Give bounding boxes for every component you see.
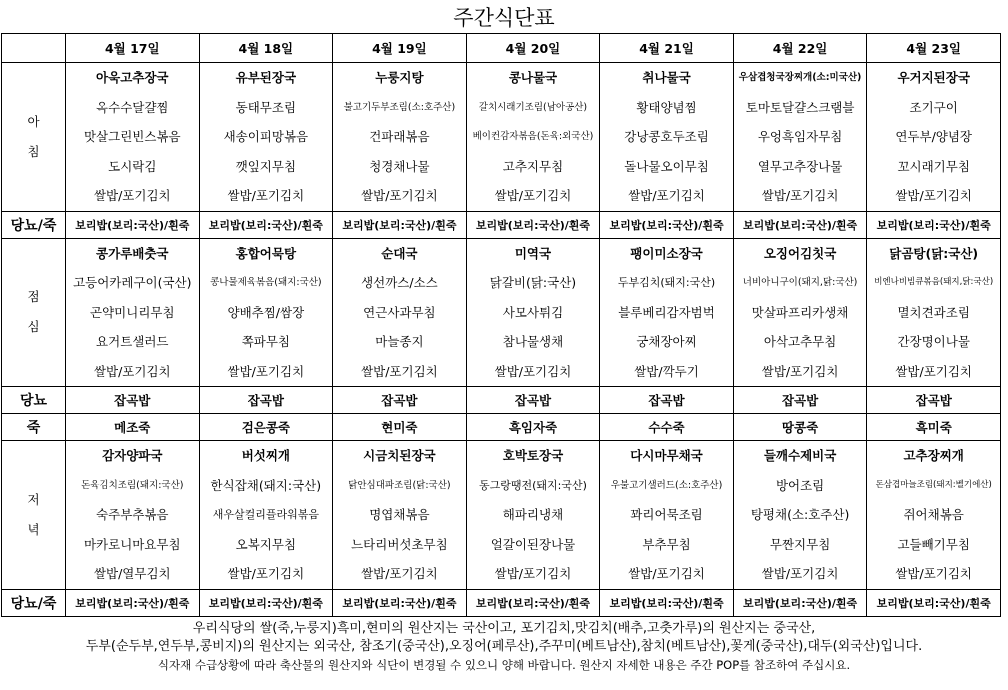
dish: 도시락김 (108, 158, 157, 174)
special-meal-cell: 보리밥(보리:국산)/흰죽 (600, 211, 734, 238)
dish-soup: 취나물국 (642, 70, 691, 85)
breakfast-label (2, 63, 66, 212)
lunch-day-2 (199, 238, 333, 387)
dish: 탕평채(소:호주산) (750, 507, 850, 522)
breakfast-day-5 (600, 63, 734, 212)
dish: 간장명이나물 (897, 334, 970, 349)
date-header: 4월 23일 (867, 34, 1001, 63)
dish-rice: 쌀밥/포기김치 (93, 188, 171, 203)
dish-soup: 고추장찌개 (903, 448, 964, 463)
lunch-porridge-row (2, 414, 1001, 441)
dish-rice: 쌀밥/포기김치 (761, 566, 839, 581)
dinner-row (2, 441, 1001, 590)
dish-rice: 쌀밥/포기김치 (628, 188, 705, 203)
dish-soup: 콩가루배춧국 (96, 245, 169, 261)
special-meal-cell: 보리밥(보리:국산)/흰죽 (733, 589, 867, 616)
dish: 콩나물제육볶음(돼지:국산) (210, 277, 322, 288)
dish: 갈치시래기조림(남아공산) (478, 101, 588, 113)
dish-soup: 다시마무채국 (630, 448, 703, 463)
dish-rice: 쌀밥/포기김치 (895, 566, 973, 581)
special-meal-cell: 보리밥(보리:국산)/흰죽 (733, 211, 867, 238)
dish: 돌나물오이무침 (624, 158, 709, 174)
dish-soup: 팽이미소장국 (630, 245, 703, 261)
dish: 꼬시래기무침 (897, 158, 970, 174)
porridge-cell: 검은콩죽 (199, 414, 333, 441)
dish-rice: 쌀밥/포기김치 (227, 566, 305, 581)
diabetic-label: 당뇨 (2, 387, 66, 414)
dish: 궁채장아찌 (636, 334, 697, 349)
dish: 한식잡채(돼지:국산) (210, 477, 322, 493)
dish: 건파래볶음 (369, 129, 430, 144)
dish: 비엔나비빔큐볶음(돼지,닭:국산) (874, 277, 994, 287)
special-meal-cell: 보리밥(보리:국산)/흰죽 (199, 589, 333, 616)
dish: 멸치견과조림 (897, 304, 970, 320)
breakfast-day-3 (333, 63, 467, 212)
diabetic-meal-cell: 잡곡밥 (333, 387, 467, 414)
dish-rice: 쌀밥/포기김치 (361, 363, 438, 379)
dish-rice: 쌀밥/포기김치 (761, 363, 839, 379)
dish: 해파리냉채 (502, 507, 564, 522)
breakfast-row (2, 63, 1001, 212)
date-header: 4월 18일 (199, 34, 333, 63)
dish: 블루베리감자범벅 (618, 304, 715, 320)
dish: 닭안심대파조림(닭:국산) (348, 479, 451, 491)
dish: 쪽파무침 (241, 334, 290, 349)
special-meal-cell: 보리밥(보리:국산)/흰죽 (466, 211, 600, 238)
dish: 느타리버섯초무침 (351, 536, 448, 552)
diabetic-porridge-label: 당뇨/죽 (2, 589, 66, 616)
dish: 요거트샐러드 (96, 334, 169, 349)
dish: 두부김치(돼지:국산) (617, 276, 716, 289)
date-header: 4월 19일 (333, 34, 467, 63)
porridge-cell: 메조죽 (66, 414, 200, 441)
dish-soup: 미역국 (514, 245, 552, 261)
dish: 맛살그린빈스볶음 (83, 129, 181, 144)
dish-rice: 쌀밥/포기김치 (93, 363, 171, 379)
porridge-cell: 현미죽 (333, 414, 467, 441)
porridge-cell: 땅콩죽 (733, 414, 867, 441)
dish: 새우살컬리플라워볶음 (212, 508, 319, 521)
dish: 생선까스/소스 (361, 275, 438, 290)
dish-rice: 쌀밥/포기김치 (895, 188, 973, 203)
date-header: 4월 21일 (600, 34, 734, 63)
change-notice-line: 식자재 수급상황에 따라 축산물의 원산지와 식단이 변경될 수 있으니 양해 바랍니다. 원산지 자세한 내용은 주간 POP를 참조하여 주십시요. (157, 658, 851, 672)
lunch-day-3 (333, 238, 467, 387)
dish: 맛살파프리카생채 (751, 304, 849, 320)
porridge-cell: 수수죽 (600, 414, 734, 441)
lunch-day-5 (600, 238, 734, 387)
dinner-day-3 (333, 441, 467, 590)
date-header-row (2, 34, 1001, 63)
dish-rice: 쌀밥/포기김치 (494, 188, 572, 203)
dish: 고들빼기무침 (897, 536, 970, 552)
dish: 무짠지무침 (769, 536, 831, 552)
diabetic-meal-cell: 잡곡밥 (466, 387, 600, 414)
breakfast-day-7 (867, 63, 1001, 212)
page-title: 주간식단표 (453, 6, 555, 30)
dish: 깻잎지무침 (235, 158, 297, 174)
lunch-row (2, 238, 1001, 387)
diabetic-meal-cell: 잡곡밥 (199, 387, 333, 414)
dish: 열무고추장나물 (757, 158, 843, 174)
dinner-day-1 (66, 441, 200, 590)
dish: 우불고기샐러드(소:호주산) (610, 479, 723, 491)
dinner-day-4 (466, 441, 600, 590)
special-meal-cell: 보리밥(보리:국산)/흰죽 (333, 589, 467, 616)
dish: 닭갈비(닭:국산) (489, 275, 577, 290)
dish: 부추무침 (642, 536, 691, 552)
dish-soup: 순대국 (381, 245, 418, 261)
special-meal-cell: 보리밥(보리:국산)/흰죽 (466, 589, 600, 616)
dish: 베이컨감자볶음(돈육:외국산) (472, 131, 594, 142)
dish-soup: 호박토장국 (502, 448, 564, 463)
dish-soup: 시금치된장국 (363, 448, 436, 463)
special-meal-cell: 보리밥(보리:국산)/흰죽 (867, 589, 1001, 616)
corner-cell (2, 34, 66, 63)
dish: 얼갈이된장나물 (490, 536, 576, 552)
dish: 명엽채볶음 (369, 507, 430, 522)
dish-soup: 감자양파국 (102, 448, 163, 463)
dish-soup: 오징어김칫국 (763, 245, 837, 261)
special-meal-cell: 보리밥(보리:국산)/흰죽 (333, 211, 467, 238)
dish: 옥수수달걀찜 (96, 99, 169, 115)
dinner-label (2, 441, 66, 590)
dinner-label-char: 저 (27, 491, 40, 507)
dinner-day-5 (600, 441, 734, 590)
diabetic-porridge-label: 당뇨/죽 (2, 211, 66, 238)
breakfast-day-6 (733, 63, 867, 212)
dish: 돈삼겹마늘조림(돼지:벨기에산) (875, 479, 992, 490)
diabetic-meal-cell: 잡곡밥 (733, 387, 867, 414)
dish-rice: 쌀밥/포기김치 (895, 363, 973, 379)
breakfast-day-4 (466, 63, 600, 212)
dish: 방어조림 (775, 477, 825, 493)
origin-notice-line: 우리식당의 쌀(죽,누룽지)흑미,현미의 원산지는 국산이고, 포기김치,맛김치(배추,고춧가루)의 원산지는 중국산, (192, 621, 816, 636)
breakfast-label-char: 침 (27, 143, 40, 159)
lunch-day-1 (66, 238, 200, 387)
dinner-day-6 (733, 441, 867, 590)
lunch-label (2, 238, 66, 387)
dish: 꽈리어묵조림 (630, 507, 703, 522)
dish: 연근사과무침 (363, 304, 436, 320)
weekly-menu-table (1, 33, 1001, 617)
dish: 참나물생채 (502, 334, 564, 349)
dish: 양배추찜/쌈장 (227, 304, 305, 320)
special-meal-cell: 보리밥(보리:국산)/흰죽 (867, 211, 1001, 238)
dish-soup: 콩나물국 (508, 70, 558, 85)
dish-soup: 아욱고추장국 (96, 70, 169, 85)
dinner-label-char: 녁 (27, 521, 40, 537)
dish: 연두부/양념장 (895, 129, 973, 144)
dish: 조기구이 (909, 99, 958, 115)
dish: 동그랑땡전(돼지:국산) (479, 478, 587, 492)
dish-rice: 쌀밥/포기김치 (361, 188, 438, 203)
lunch-day-7 (867, 238, 1001, 387)
dish-soup: 홍합어묵탕 (235, 245, 297, 261)
breakfast-day-1 (66, 63, 200, 212)
dish-soup: 유부된장국 (235, 70, 297, 85)
lunch-label-char: 점 (27, 289, 40, 305)
dish: 오복지무침 (235, 536, 297, 552)
dish-rice: 쌀밥/포기김치 (227, 188, 305, 203)
dish-rice: 쌀밥/깍두기 (634, 363, 699, 379)
lunch-diabetic-row (2, 387, 1001, 414)
dish: 너비아니구이(돼지,닭:국산) (742, 277, 858, 288)
dish: 사모사튀김 (502, 304, 564, 320)
special-meal-cell: 보리밥(보리:국산)/흰죽 (199, 211, 333, 238)
dish: 쥐어채볶음 (903, 507, 964, 522)
breakfast-diabetic-porridge-row (2, 211, 1001, 238)
dish-rice: 쌀밥/포기김치 (227, 363, 305, 379)
special-meal-cell: 보리밥(보리:국산)/흰죽 (66, 589, 200, 616)
diabetic-meal-cell: 잡곡밥 (600, 387, 734, 414)
dish-rice: 쌀밥/포기김치 (628, 566, 705, 581)
special-meal-cell: 보리밥(보리:국산)/흰죽 (66, 211, 200, 238)
dish: 곤약미니리무침 (90, 304, 175, 320)
origin-notice (0, 620, 1008, 674)
dinner-day-2 (199, 441, 333, 590)
dish-soup: 우거지된장국 (897, 70, 970, 85)
dish: 숙주부추볶음 (96, 507, 169, 522)
origin-notice-line: 두부(순두부,연두부,콩비지)의 원산지는 외국산, 참조기(중국산),오징어(페루산),주꾸미(베트남산),참치(베트남산),꽃게(중국산),대두(외국산)입니다. (85, 639, 923, 654)
breakfast-day-2 (199, 63, 333, 212)
dish-soup: 들깨수제비국 (763, 448, 837, 463)
diabetic-meal-cell: 잡곡밥 (867, 387, 1001, 414)
dish: 동태무조림 (235, 99, 297, 115)
dish-soup: 버섯찌개 (241, 448, 290, 463)
dish: 토마토달걀스크램블 (745, 99, 855, 115)
dish-rice: 쌀밥/포기김치 (494, 566, 572, 581)
lunch-label-char: 심 (27, 319, 40, 335)
date-header: 4월 22일 (733, 34, 867, 63)
dish: 돈육김치조림(돼지:국산) (81, 479, 184, 491)
dish: 청경채나물 (369, 158, 430, 174)
dish-rice: 쌀밥/포기김치 (761, 188, 839, 203)
dish: 황태양념찜 (636, 99, 697, 115)
lunch-day-4 (466, 238, 600, 387)
dish-soup: 닭곰탕(닭:국산) (889, 245, 979, 261)
dish: 우엉흑임자무침 (757, 129, 843, 144)
dish: 불고기두부조림(소:호주산) (343, 101, 456, 113)
diabetic-meal-cell: 잡곡밥 (66, 387, 200, 414)
breakfast-label-char: 아 (27, 113, 40, 129)
dinner-day-7 (867, 441, 1001, 590)
date-header: 4월 20일 (466, 34, 600, 63)
dish-soup: 누룽지탕 (375, 70, 424, 85)
dish-soup: 우삼겹청국장찌개(소:미국산) (738, 72, 862, 83)
porridge-cell: 흑미죽 (867, 414, 1001, 441)
lunch-day-6 (733, 238, 867, 387)
porridge-cell: 흑임자죽 (466, 414, 600, 441)
dish-rice: 쌀밥/열무김치 (93, 566, 171, 581)
porridge-label: 죽 (2, 414, 66, 441)
dish: 고등어카레구이(국산) (73, 275, 192, 290)
dish-rice: 쌀밥/포기김치 (494, 363, 572, 379)
dish: 마카로니마요무침 (83, 536, 181, 552)
dish: 강낭콩호두조림 (624, 129, 709, 144)
dish: 새송이피망볶음 (223, 129, 309, 144)
special-meal-cell: 보리밥(보리:국산)/흰죽 (600, 589, 734, 616)
dish-rice: 쌀밥/포기김치 (361, 566, 438, 581)
dish: 마늘종지 (375, 334, 424, 349)
dish: 아삭고추무침 (763, 334, 837, 349)
dinner-diabetic-porridge-row (2, 589, 1001, 616)
date-header: 4월 17일 (66, 34, 200, 63)
dish: 고추지무침 (502, 158, 564, 174)
